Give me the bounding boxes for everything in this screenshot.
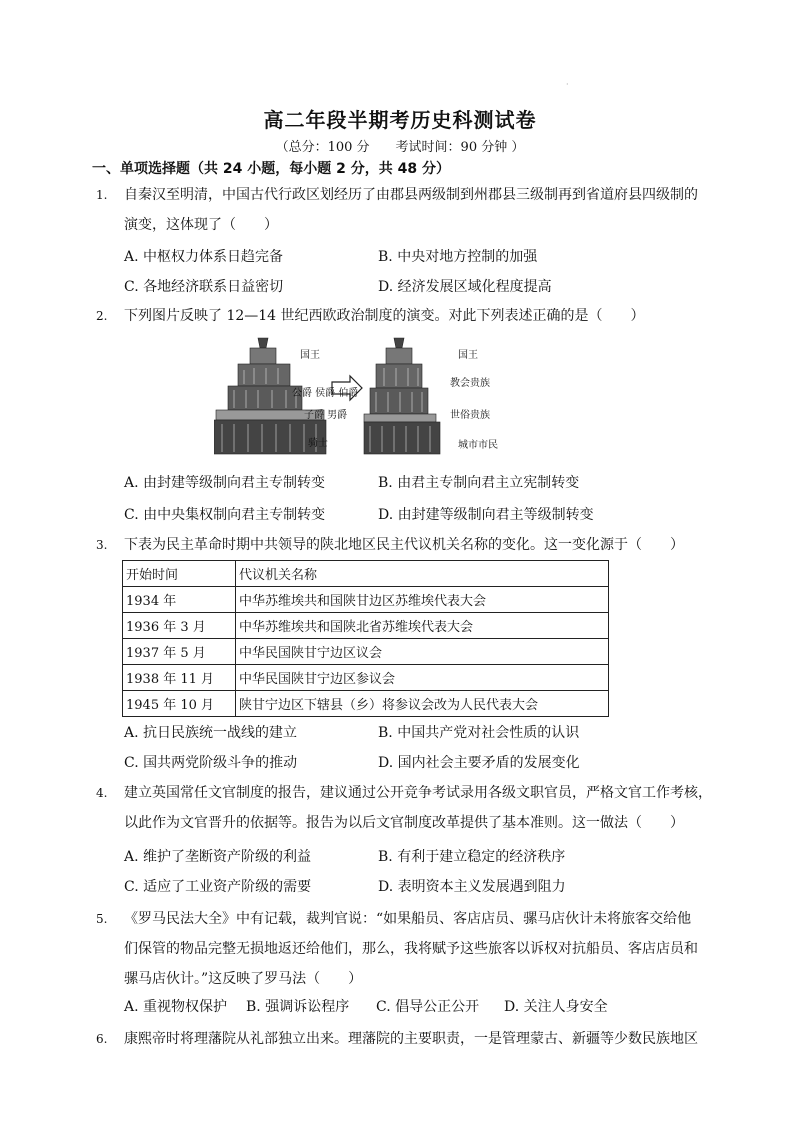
question-line: 康熙帝时将理藩院从礼部独立出来。理藩院的主要职责，一是管理蒙古、新疆等少数民族地区 [124, 1031, 698, 1047]
figure-label: 国王 [458, 350, 478, 361]
table-header-cell: 开始时间 [123, 561, 236, 587]
question-line: 《罗马民法大全》中有记载，裁判官说：“如果船员、客店店员、骡马店伙计未将旅客交给他 [124, 911, 692, 927]
question-line: 以此作为文官晋升的依据等。报告为以后文官制度改革提供了基本准则。这一做法（ ） [124, 815, 684, 831]
question-number: 3. [96, 538, 108, 552]
table-header-row [123, 561, 609, 587]
table-cell: 1936 年 3 月 [123, 613, 236, 639]
figure-label: 子爵 男爵 [304, 410, 348, 421]
option-d: D. 表明资本主义发展遇到阻力 [378, 879, 566, 895]
table-header-cell: 代议机关名称 [236, 561, 609, 587]
question-number: 6. [96, 1032, 108, 1046]
question-line: 建立英国常任文官制度的报告，建议通过公开竞争考试录用各级文职官员，严格文官工作考核， [124, 785, 712, 801]
option-b: B. 由君主专制向君主立宪制转变 [378, 475, 580, 491]
corner-mark: · [566, 80, 569, 89]
figure-label: 公爵 侯爵 伯爵 [292, 388, 359, 399]
question-line: 下列图片反映了 12—14 世纪西欧政治制度的演变。对此下列表述正确的是（ ） [124, 308, 645, 324]
option-a: A. 抗日民族统一战线的建立 [124, 725, 298, 741]
option-c: C. 由中央集权制向君主专制转变 [124, 507, 326, 523]
table-row [123, 691, 609, 717]
option-a: A. 重视物权保护 [124, 999, 228, 1015]
question-line: 自秦汉至明清，中国古代行政区划经历了由郡县两级制到州郡县三级制再到省道府县四级制的 [124, 187, 698, 203]
table-cell: 1937 年 5 月 [123, 639, 236, 665]
figure-label: 骑士 [308, 438, 328, 449]
question-line: 演变，这体现了（ ） [124, 217, 278, 233]
question-stem [124, 778, 712, 838]
option-b: B. 强调诉讼程序 [246, 999, 350, 1015]
question-line: 们保管的物品完整无损地返还给他们，那么，我将赋予这些旅客以诉权对抗船员、客店店员和 [124, 941, 698, 957]
option-b: B. 有利于建立稳定的经济秩序 [378, 849, 566, 865]
figure-label: 教会贵族 [450, 378, 490, 389]
table-cell: 中华民国陕甘宁边区参议会 [236, 665, 609, 691]
option-d: D. 由封建等级制向君主等级制转变 [378, 507, 594, 523]
option-a: A. 维护了垄断资产阶级的利益 [124, 849, 312, 865]
question-number: 2. [96, 309, 108, 323]
question-stem [124, 904, 698, 994]
question-stem [124, 301, 645, 331]
option-c: C. 各地经济联系日益密切 [124, 279, 284, 295]
section-heading: 一、单项选择题（共 24 小题，每小题 2 分，共 48 分） [92, 161, 450, 177]
question-stem [124, 1024, 698, 1054]
figure-label: 城市市民 [458, 440, 498, 451]
option-d: D. 关注人身安全 [504, 999, 608, 1015]
option-c: C. 适应了工业资产阶级的需要 [124, 879, 312, 895]
question-number: 5. [96, 912, 108, 926]
exam-info: （总分：100 分 考试时间：90 分钟 ） [275, 140, 525, 155]
question-stem [124, 530, 684, 560]
table-cell: 1938 年 11 月 [123, 665, 236, 691]
question-line: 下表为民主革命时期中共领导的陕北地区民主代议机关名称的变化。这一变化源于（ ） [124, 537, 684, 553]
option-b: B. 中国共产党对社会性质的认识 [378, 725, 580, 741]
option-a: A. 由封建等级制向君主专制转变 [124, 475, 326, 491]
figure-label: 世俗贵族 [450, 410, 490, 421]
page-title: 高二年段半期考历史科测试卷 [263, 108, 537, 132]
table-row [123, 665, 609, 691]
question-stem [124, 180, 698, 240]
option-b: B. 中央对地方控制的加强 [378, 249, 538, 265]
option-c: C. 倡导公正公开 [376, 999, 480, 1015]
table-row [123, 613, 609, 639]
table-cell: 中华民国陕甘宁边区议会 [236, 639, 609, 665]
option-d: D. 国内社会主要矛盾的发展变化 [378, 755, 580, 771]
table-cell: 陕甘宁边区下辖县（乡）将参议会改为人民代表大会 [236, 691, 609, 717]
question-number: 1. [96, 188, 108, 202]
option-d: D. 经济发展区域化程度提高 [378, 279, 552, 295]
table-row [123, 587, 609, 613]
table-cell: 1934 年 [123, 587, 236, 613]
table-row [123, 639, 609, 665]
hierarchy-figure [214, 334, 514, 456]
question-line: 骡马店伙计。”这反映了罗马法（ ） [124, 971, 363, 987]
option-a: A. 中枢权力体系日趋完备 [124, 249, 284, 265]
table-cell: 中华苏维埃共和国陕甘边区苏维埃代表大会 [236, 587, 609, 613]
question-number: 4. [96, 786, 108, 800]
institutions-table [122, 560, 609, 717]
option-c: C. 国共两党阶级斗争的推动 [124, 755, 298, 771]
table-cell: 1945 年 10 月 [123, 691, 236, 717]
figure-label: 国王 [300, 350, 320, 361]
table-cell: 中华苏维埃共和国陕北省苏维埃代表大会 [236, 613, 609, 639]
